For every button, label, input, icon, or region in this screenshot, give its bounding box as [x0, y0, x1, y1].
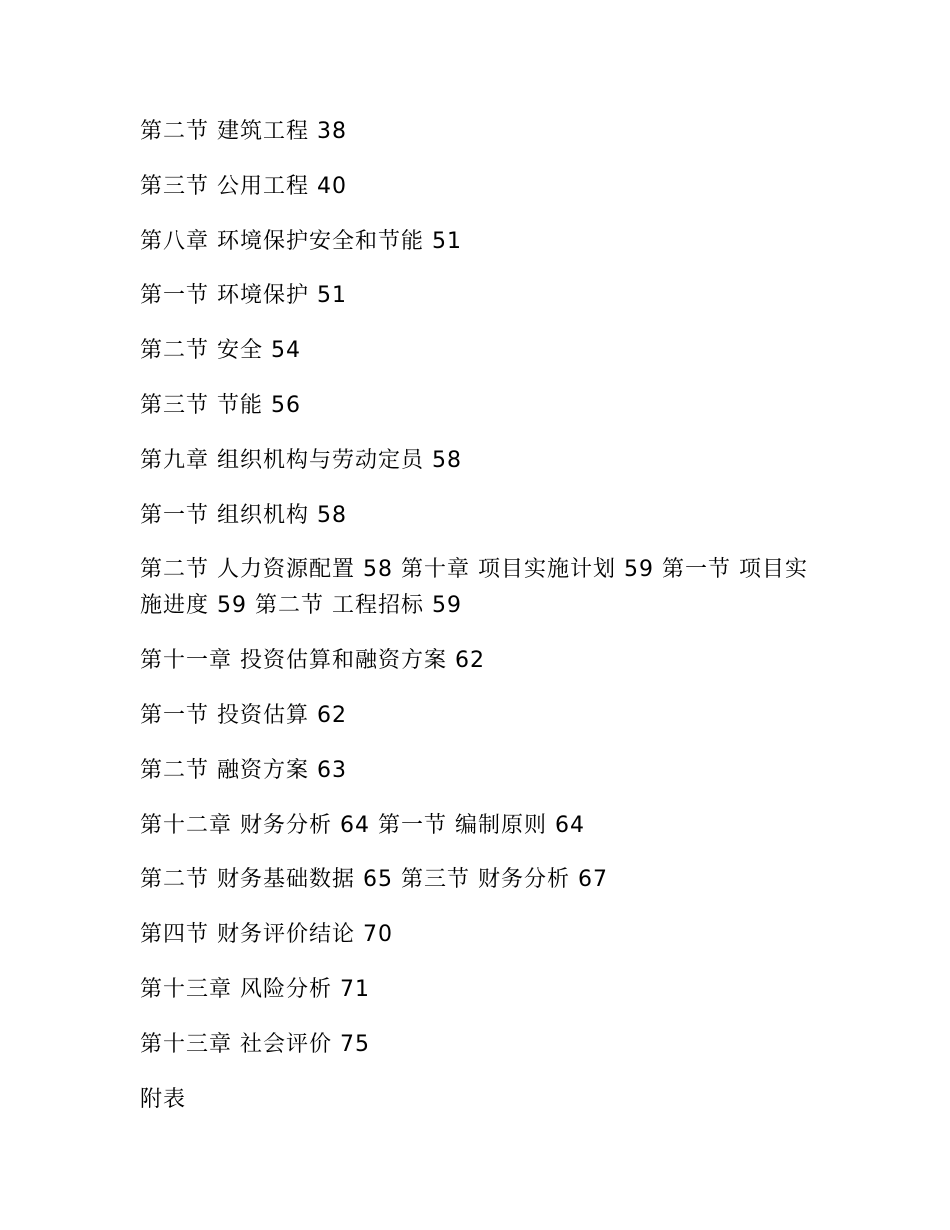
- toc-entry-section-1-organization: 第一节 组织机构 58: [140, 502, 347, 528]
- toc-entry-section-2-hr-and-chapter-10: 第二节 人力资源配置 58 第十章 项目实施计划 59 第一节 项目实施进度 59 第二节 工程招标 59: [140, 557, 808, 619]
- toc-entry-section-2-safety: 第二节 安全 54: [140, 338, 301, 364]
- toc-entry-section-1-environment: 第一节 环境保护 51: [140, 283, 347, 309]
- toc-entry-section-3-utilities: 第三节 公用工程 40: [140, 173, 347, 199]
- toc-entry-section-2-financing: 第二节 融资方案 63: [140, 757, 347, 783]
- toc-entry-appendix: 附表: [140, 1086, 187, 1112]
- toc-entry-chapter-8: 第八章 环境保护安全和节能 51: [140, 228, 462, 254]
- toc-entry-section-2-construction: 第二节 建筑工程 38: [140, 119, 347, 144]
- toc-entry-chapter-11: 第十一章 投资估算和融资方案 62: [140, 648, 485, 674]
- toc-entry-chapter-9: 第九章 组织机构与劳动定员 58: [140, 447, 462, 473]
- toc-entry-chapter-13-social: 第十三章 社会评价 75: [140, 1031, 370, 1057]
- toc-entry-section-4-evaluation: 第四节 财务评价结论 70: [140, 922, 393, 948]
- toc-entry-chapter-12: 第十二章 财务分析 64 第一节 编制原则 64: [140, 812, 585, 838]
- toc-entry-section-3-energy: 第三节 节能 56: [140, 392, 301, 418]
- toc-entry-section-1-investment: 第一节 投资估算 62: [140, 702, 347, 728]
- table-of-contents: [140, 114, 820, 1136]
- toc-entry-chapter-13-risk: 第十三章 风险分析 71: [140, 976, 370, 1002]
- toc-entry-section-2-financial-data: 第二节 财务基础数据 65 第三节 财务分析 67: [140, 867, 608, 893]
